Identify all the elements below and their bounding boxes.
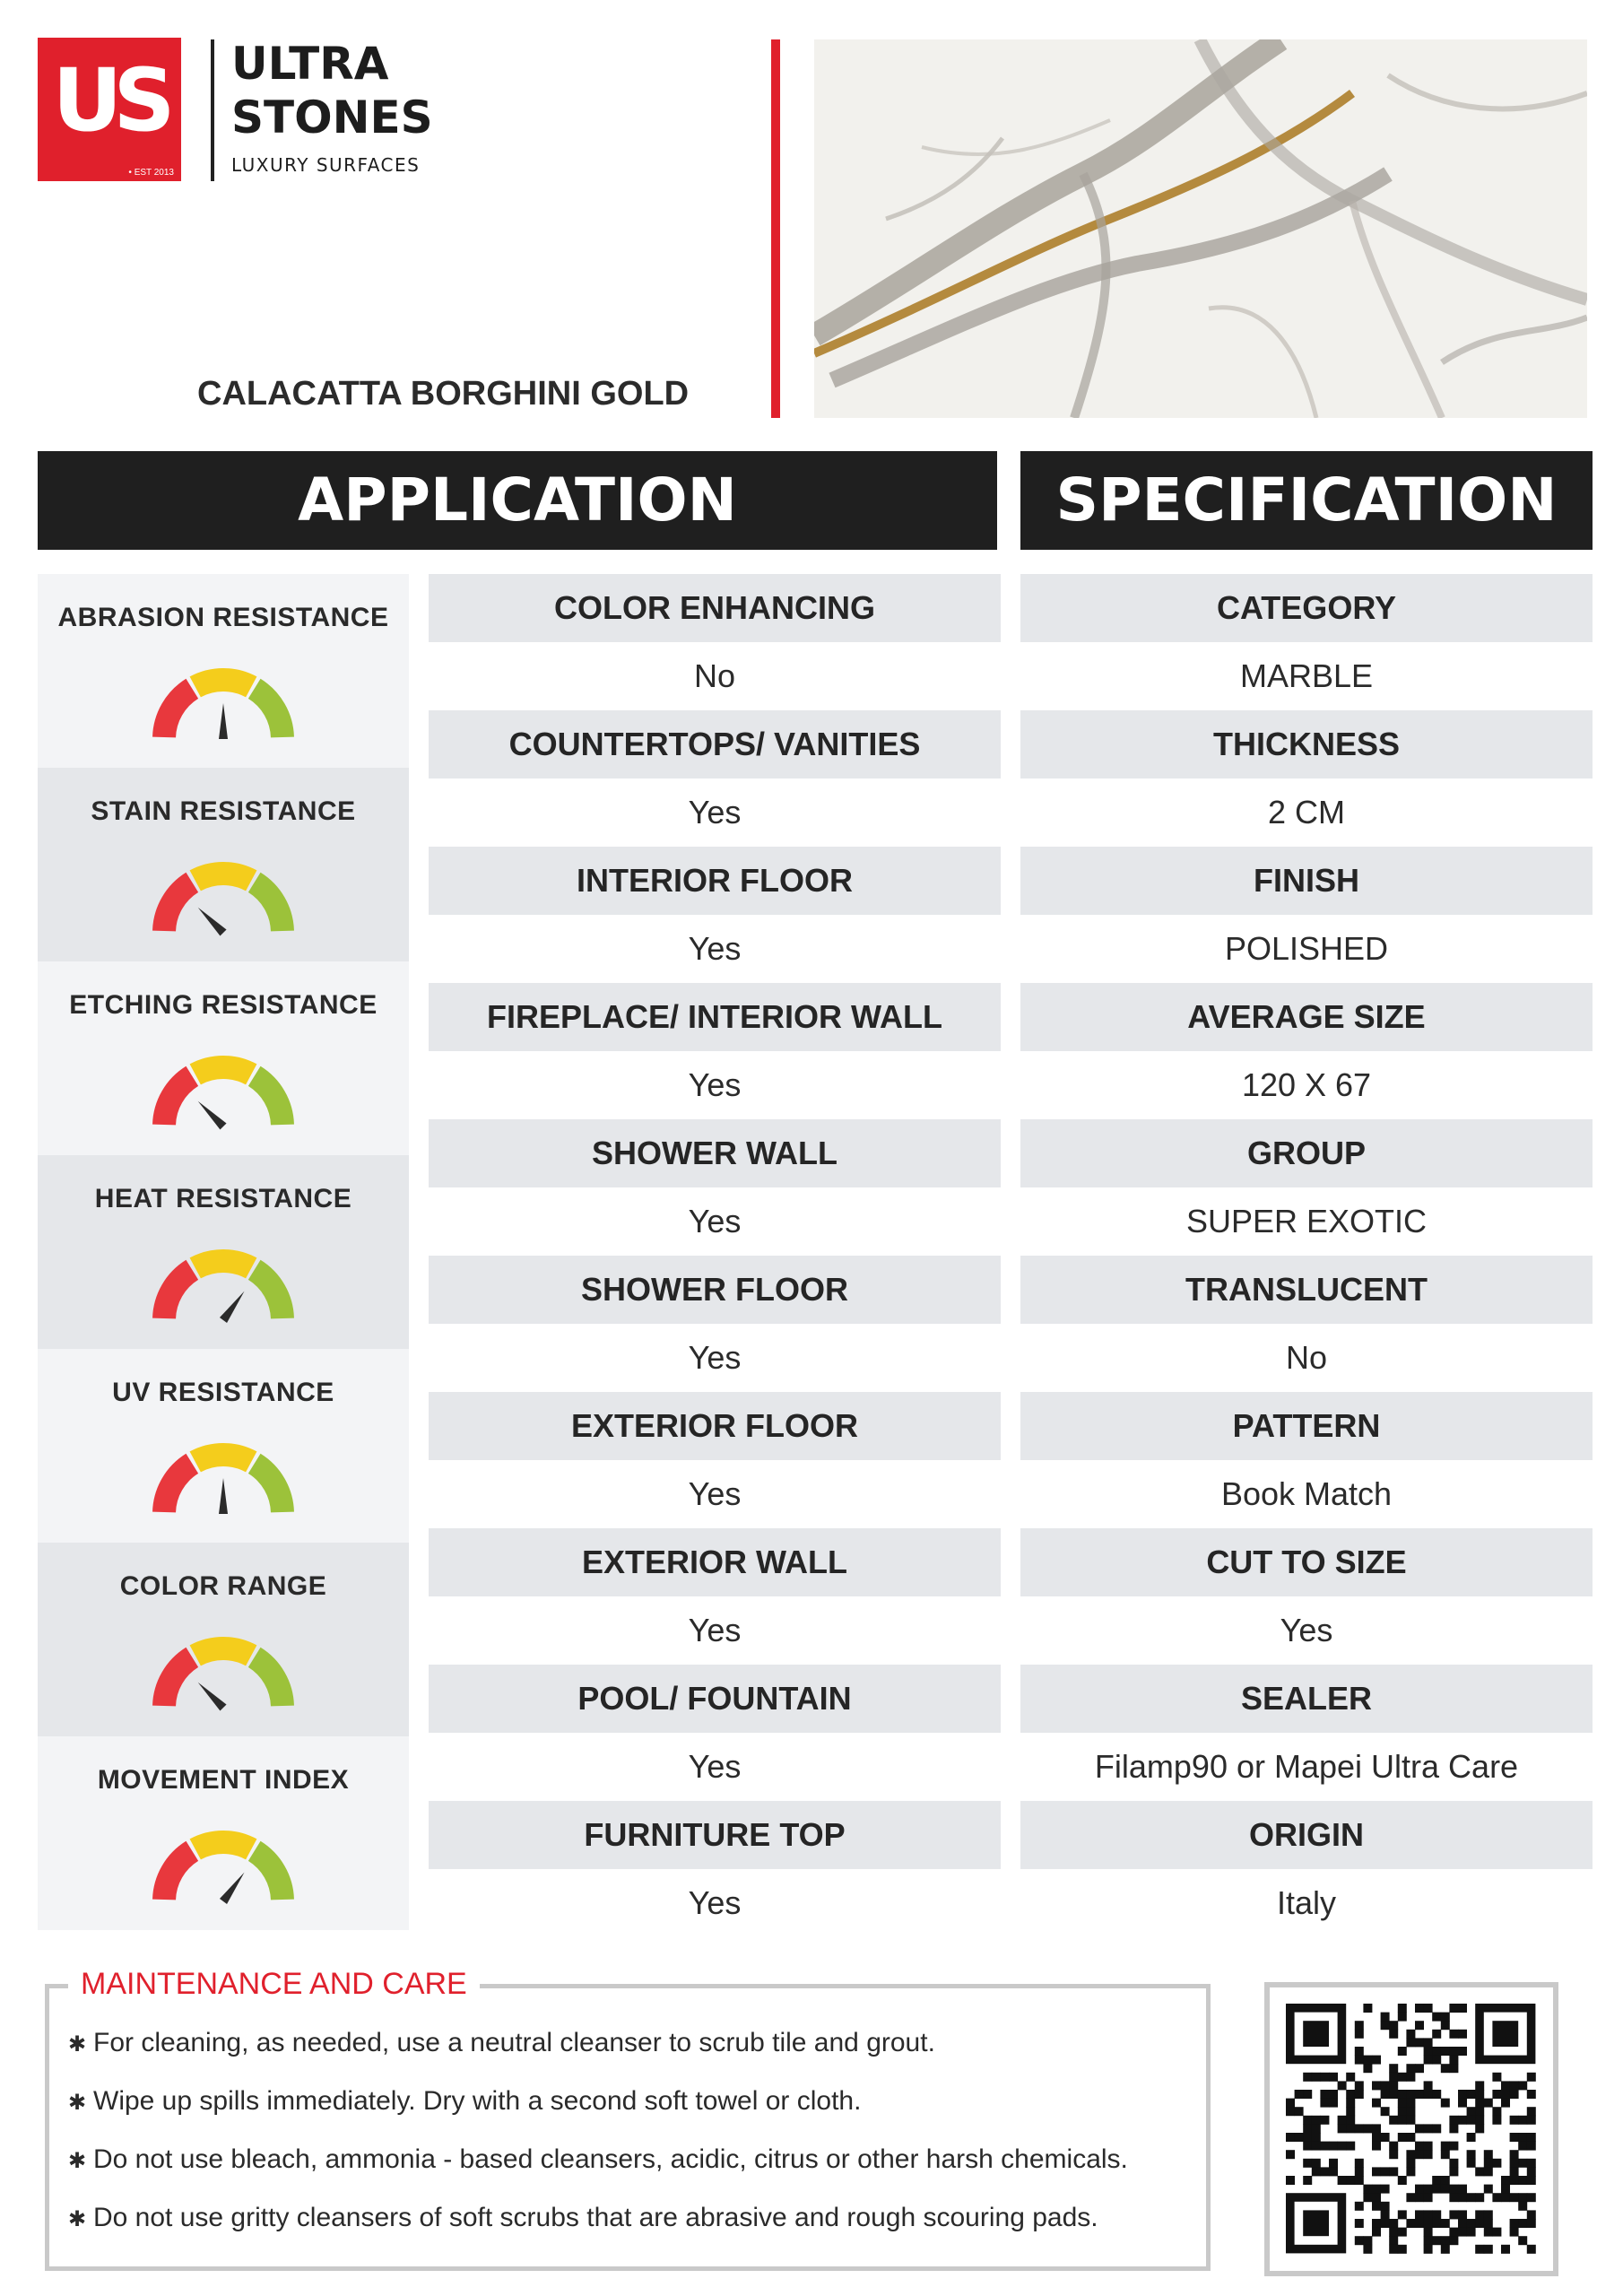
specification-label: SEALER [1020,1665,1593,1733]
application-value: Yes [429,1869,1001,1937]
gauge-green-segment [255,1270,282,1318]
care-item [68,2083,861,2121]
application-value: Yes [429,1324,1001,1392]
application-value: Yes [429,1733,1001,1801]
gauge-icon [147,850,299,944]
gauge-green-segment [255,1076,282,1125]
application-header: APPLICATION [38,451,997,550]
gauge-yellow-segment [195,874,252,881]
gauge-icon [147,1625,299,1718]
specification-label: TRANSLUCENT [1020,1256,1593,1324]
rating-label: COLOR RANGE [119,1571,327,1601]
logo-letters: US [52,50,167,151]
gauge-yellow-segment [195,680,252,687]
gauge-needle [220,1873,245,1904]
application-label: SHOWER WALL [429,1119,1001,1187]
rating-label: HEAT RESISTANCE [94,1184,352,1213]
specification-label: CATEGORY [1020,574,1593,642]
application-label: EXTERIOR FLOOR [429,1392,1001,1460]
rating-label: MOVEMENT INDEX [97,1765,350,1795]
maintenance-title: MAINTENANCE AND CARE [68,1964,480,2004]
gauge-icon [147,657,299,750]
gauge-green-segment [255,883,282,931]
application-value: Yes [429,1051,1001,1119]
bullet-star-icon: ✱ [68,2091,87,2115]
bullet-star-icon: ✱ [68,2149,87,2173]
gauge-needle [219,1478,228,1514]
specification-label: PATTERN [1020,1392,1593,1460]
gauge-yellow-segment [195,1842,252,1849]
gauge-icon [147,1431,299,1525]
application-value: Yes [429,1187,1001,1256]
application-label: FIREPLACE/ INTERIOR WALL [429,983,1001,1051]
application-label: COUNTERTOPS/ VANITIES [429,710,1001,778]
bullet-star-icon: ✱ [68,2207,87,2231]
specification-label: AVERAGE SIZE [1020,983,1593,1051]
gauge-icon [147,1819,299,1912]
rating-label: STAIN RESISTANCE [91,796,356,826]
marble-sample-image [814,39,1587,418]
specification-value: 2 CM [1020,778,1593,847]
application-value: Yes [429,915,1001,983]
brand-logo [38,38,181,181]
rating-color-range [38,1543,409,1736]
application-value: Yes [429,778,1001,847]
gauge-red-segment [164,1851,192,1900]
specification-label: CUT TO SIZE [1020,1528,1593,1596]
gauge-red-segment [164,689,192,737]
bullet-star-icon: ✱ [68,2032,87,2057]
application-label: INTERIOR FLOOR [429,847,1001,915]
gauge-yellow-segment [195,1455,252,1462]
specification-value: Italy [1020,1869,1593,1937]
specification-value: 120 X 67 [1020,1051,1593,1119]
gauge-green-segment [255,1464,282,1512]
gauge-icon [147,1238,299,1331]
care-item [68,2200,1098,2238]
gauge-needle [219,703,228,739]
gauge-red-segment [164,883,192,931]
application-value: No [429,642,1001,710]
application-label: POOL/ FOUNTAIN [429,1665,1001,1733]
gauge-red-segment [164,1464,192,1512]
gauge-green-segment [255,689,282,737]
qr-code-icon[interactable] [1264,1982,1558,2276]
gauge-red-segment [164,1657,192,1706]
brand-divider [211,39,214,181]
rating-heat [38,1155,409,1349]
specification-value: Yes [1020,1596,1593,1665]
brand-name-line2: STONES [231,91,433,144]
specification-label: THICKNESS [1020,710,1593,778]
rating-label: UV RESISTANCE [112,1378,334,1407]
care-item-text: Wipe up spills immediately. Dry with a second soft towel or cloth. [93,2086,862,2116]
specification-value: SUPER EXOTIC [1020,1187,1593,1256]
gauge-yellow-segment [195,1261,252,1268]
specification-value: POLISHED [1020,915,1593,983]
application-label: COLOR ENHANCING [429,574,1001,642]
rating-uv [38,1349,409,1543]
gauge-needle [198,1101,227,1130]
gauge-icon [147,1044,299,1137]
rating-etching [38,961,409,1155]
gauge-red-segment [164,1270,192,1318]
rating-label: ABRASION RESISTANCE [57,603,389,632]
logo-est: • EST 2013 [128,168,174,178]
gauge-green-segment [255,1851,282,1900]
application-label: FURNITURE TOP [429,1801,1001,1869]
specification-label: FINISH [1020,847,1593,915]
application-value: Yes [429,1596,1001,1665]
care-item-text: For cleaning, as needed, use a neutral cleanser to scrub tile and grout. [93,2028,935,2057]
gauge-yellow-segment [195,1648,252,1656]
specification-value: Book Match [1020,1460,1593,1528]
specification-label: GROUP [1020,1119,1593,1187]
brand-name-line1: ULTRA [231,38,389,90]
accent-bar [771,39,780,418]
gauge-red-segment [164,1076,192,1125]
care-item-text: Do not use gritty cleansers of soft scrubs that are abrasive and rough scouring pads. [93,2203,1098,2232]
rating-label: ETCHING RESISTANCE [69,990,378,1020]
care-item [68,2025,935,2063]
specification-value: No [1020,1324,1593,1392]
gauge-yellow-segment [195,1067,252,1074]
application-label: SHOWER FLOOR [429,1256,1001,1324]
rating-abrasion [38,574,409,768]
brand-tagline: LUXURY SURFACES [231,154,421,176]
specification-header: SPECIFICATION [1020,451,1593,550]
gauge-needle [198,908,227,936]
specification-value: Filamp90 or Mapei Ultra Care [1020,1733,1593,1801]
care-item [68,2142,1128,2179]
specification-value: MARBLE [1020,642,1593,710]
product-name: CALACATTA BORGHINI GOLD [197,375,690,413]
rating-stain [38,768,409,961]
qr-code-graphic [1270,1987,1553,2271]
gauge-needle [220,1292,245,1323]
care-item-text: Do not use bleach, ammonia - based cleansers, acidic, citrus or other harsh chemicals. [93,2144,1128,2174]
gauge-green-segment [255,1657,282,1706]
application-label: EXTERIOR WALL [429,1528,1001,1596]
gauge-needle [198,1683,227,1711]
specification-label: ORIGIN [1020,1801,1593,1869]
rating-movement [38,1736,409,1930]
application-value: Yes [429,1460,1001,1528]
